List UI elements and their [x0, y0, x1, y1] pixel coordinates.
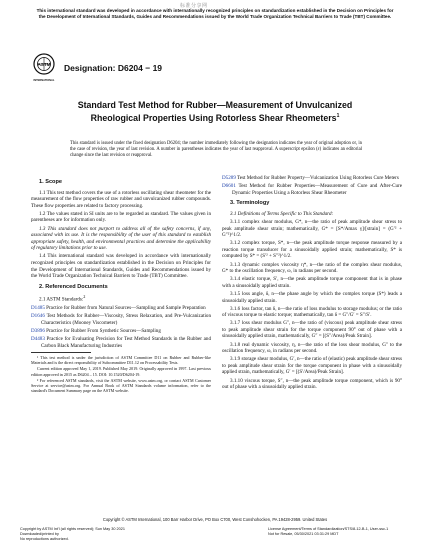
- reference-text: Practice for Rubber from Natural Sources—Sampling and Sample Preparation: [44, 305, 206, 312]
- logo-sub: INTERNATIONAL: [33, 79, 55, 82]
- top-note: This international standard was developed in accordance with internationally recognized principles on standardization established in the Decision on Principles for the Development of International Standards, Guides and Recommendations issued by the World Trade Organization Technical Barriers to Trade (TBT) Committee.: [36, 8, 394, 19]
- footnote-mark-2: 2: [83, 294, 86, 300]
- definition-3-1-7: 3.1.7 loss shear modulus G″, n—the ratio of (viscous) peak amplitude shear stress to peak amplitude shear strain for the torque component 90° out of phase with a sinusoidally applied strain, mathematically, G″ = [(S″/Area)/Peak Strain].: [222, 320, 402, 340]
- watermark-stamp: 标准分享网: [180, 4, 208, 9]
- footnote-2: ² For referenced ASTM standards, visit the ASTM website, www.astm.org, or contact ASTM Customer Service at service@astm.org. For Annual Book of ASTM Standards volume information, refer to the standard's Document Summary page on the ASTM website.: [31, 377, 211, 393]
- left-column: [31, 175, 211, 394]
- reference-item: [31, 305, 211, 312]
- definition-3-1-8: 3.1.8 real dynamic viscosity, η, n—the ratio of the loss shear modulus, G″ to the oscillation frequency, ω, in radians per second.: [222, 341, 402, 355]
- paragraph-2-1: [31, 294, 211, 303]
- paragraph-1-3: 1.3 This standard does not purport to address all of the safety concerns, if any, associated with its use. It is the responsibility of the user of this standard to establish appropriate safety, health, and environmental practices and determine the applicability of regulatory limitations prior to use.: [31, 225, 211, 252]
- paragraph-3-1: 3.1 Definitions of Terms Specific to This Standard:: [230, 210, 334, 217]
- issuance-note: This standard is issued under the fixed designation D6204; the number immediately following the designation indicates the year of original adoption or, in the case of revision, the year of last revision. A number in parentheses indicates the year of last reapproval. A superscript epsilon (ε) indicates an editorial change since the last revision or reapproval.: [70, 141, 362, 159]
- title-text: Standard Test Method for Rubber—Measurement of Unvulcanized Rheological Properties Using Rotorless Shear Rheometers: [77, 100, 353, 123]
- reference-item: [31, 313, 211, 326]
- paragraph-1-1: 1.1 This test method covers the use of a rotorless oscillating shear rheometer for the measurement of the flow properties of raw rubber and unvulcanized rubber compounds. These flow properties are related to factory processing.: [31, 189, 211, 209]
- section-heading-terminology: 3. Terminology: [230, 200, 270, 207]
- astm-standards-label: 2.1 ASTM Standards:: [39, 297, 84, 304]
- astm-logo-icon: [33, 53, 55, 87]
- section-heading-referenced-documents: 2. Referenced Documents: [39, 283, 108, 290]
- reference-text: Test Method for Rubber Property—Vulcanization Using Rotorless Cure Meters: [235, 175, 399, 181]
- definition-3-1-10: 3.1.10 viscous torque, S″, n—the peak amplitude torque component, which is 90° out of phase with a sinusoidally applied strain.: [222, 377, 402, 391]
- definition-3-1-1: 3.1.1 complex shear modulus, G*, n—the ratio of peak amplitude shear stress to peak amplitude shear strain; mathematically, G* = [S*/Amax γ]/[strain] = (G′² + G″²)^1/2.: [222, 218, 402, 239]
- reference-text: Practice for Rubber From Synthetic Sources—Sampling: [44, 327, 161, 334]
- reference-item: [31, 336, 211, 349]
- definition-3-1-5: 3.1.5 loss angle, δ, n—the phase angle by which the complex torque (S*) leads a sinusoidally applied strain.: [222, 290, 402, 304]
- reference-link[interactable]: D6601: [222, 183, 236, 190]
- paragraph-1-2: 1.2 The values stated in SI units are to be regarded as standard. The values given in parentheses are for information only.: [31, 210, 211, 224]
- document-title: [60, 100, 370, 124]
- reference-link[interactable]: D4483: [31, 336, 45, 343]
- footnote-1-edition: Current edition approved May 1, 2019. Published May 2019. Originally approved in 1997. Last previous edition approved in 2015 as D6204 – 15. DOI: 10.1520/D6204-19.: [31, 366, 211, 377]
- logo-text: ASTM: [37, 61, 51, 67]
- reference-link[interactable]: D3896: [31, 327, 45, 334]
- footnote-1: ¹ This test method is under the jurisdiction of ASTM Committee D11 on Rubber and Rubber-like Materials and is the direct responsibility of Subcommittee D11.12 on Processability Tests.: [31, 355, 211, 366]
- definition-3-1-6: 3.1.6 loss factor, tan δ, n—the ratio of loss modulus to storage modulus; or the ratio of viscous torque to elastic torque; mathematically, tan δ = G″/G′ = S″/S′.: [222, 305, 402, 319]
- section-heading-scope: 1. Scope: [39, 179, 63, 185]
- definition-3-1-9: 3.1.9 storage shear modulus, G′, n—the ratio of (elastic) peak amplitude shear stress to peak amplitude shear strain for the torque component in phase with a sinusoidally applied strain, mathematically, G′ = [(S′/Area)/Peak Strain].: [222, 356, 402, 376]
- definition-3-1-4: 3.1.4 elastic torque, S′, n—the peak amplitude torque component that is in phase with a sinusoidally applied strain.: [222, 276, 402, 289]
- license-footer-left: Copyright by ASTM Int'l (all rights reserved); Sun May 30 2021 Downloaded/printed by No reproductions authorized.: [20, 527, 125, 541]
- right-column: [222, 175, 402, 392]
- reference-link[interactable]: D1646: [31, 313, 45, 320]
- reference-text: Test Methods for Rubber—Viscosity, Stress Relaxation, and Pre-Vulcanization Characteristics (Mooney Viscometer): [41, 313, 211, 326]
- definition-3-1-2: 3.1.2 complex torque, S*, n—the peak amplitude torque response measured by a reaction torque transducer for a sinusoidally applied strain; mathematically, S* is computed by S* = (S′² + S″²)^1/2.: [222, 240, 402, 260]
- footnote-divider: [31, 352, 91, 353]
- designation: Designation: D6204 − 19: [64, 63, 163, 73]
- title-footnote-mark: 1: [336, 113, 340, 119]
- reference-item: [222, 183, 402, 196]
- copyright-footer: Copyright © ASTM International, 100 Barr Harbor Drive, PO Box C700, West Conshohocken, PA 19428-2959. United States: [102, 517, 328, 522]
- reference-text: Practice for Evaluating Precision for Test Method Standards in the Rubber and Carbon Black Manufacturing Industries: [41, 336, 211, 349]
- reference-text: Test Method for Rubber Properties—Measurement of Cure and After-Cure Dynamic Properties Using a Rotorless Shear Rheometer: [232, 183, 402, 196]
- paragraph-1-4: 1.4 This international standard was developed in accordance with internationally recognized principles on standardization established in the Decision on Principles for the Development of International Standards, Guides and Recommendations issued by the World Trade Organization Technical Barriers to Trade (TBT) Committee.: [31, 253, 211, 280]
- reference-link[interactable]: D1485: [31, 305, 45, 312]
- definition-3-1-3: 3.1.3 dynamic complex viscosity η*, n—the ratio of the complex shear modulus, G* to the oscillation frequency, ω, in radians per second.: [222, 261, 402, 275]
- reference-item: [31, 328, 211, 335]
- license-footer-right: License Agreement/Terms of Standardization/STS/8-12-B-1, User-ssc-1 Not for Resale, 05/30/2021 03:31:29 MDT: [268, 527, 389, 536]
- reference-link[interactable]: D5289: [222, 175, 236, 181]
- reference-item: [222, 175, 402, 182]
